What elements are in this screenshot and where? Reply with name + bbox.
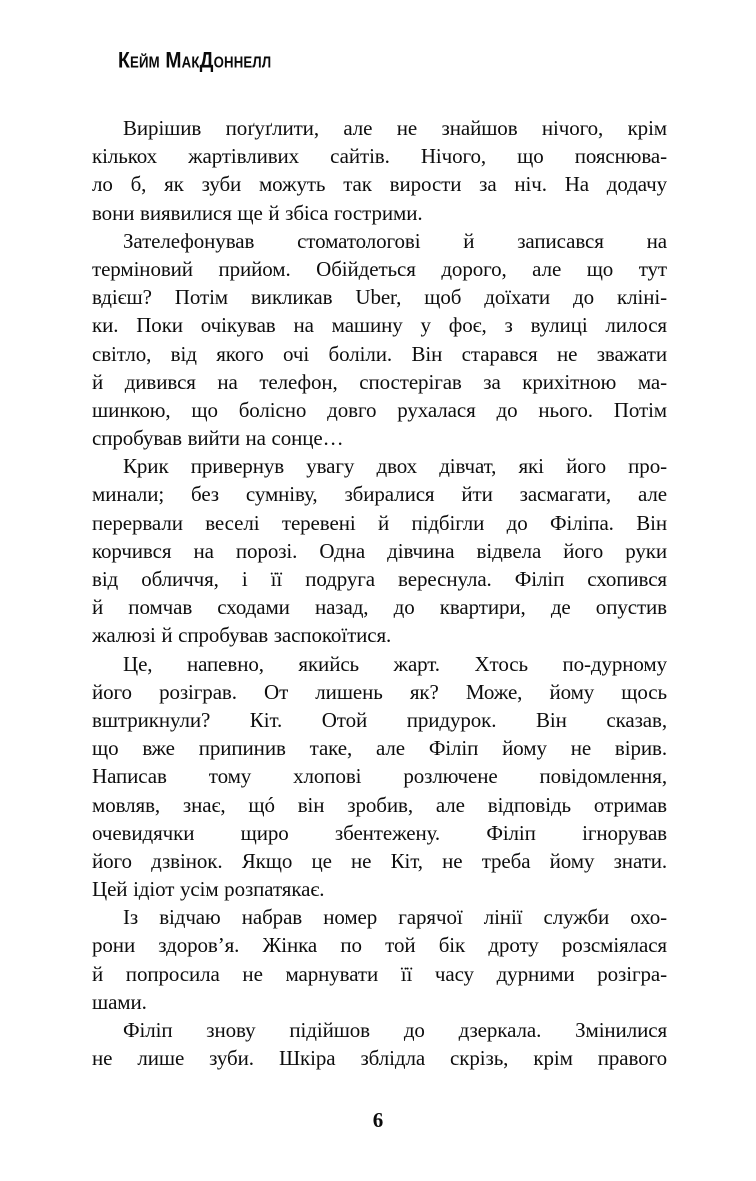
text-line: його дзвінок. Якщо це не Кіт, не треба йому знати. [92,848,667,873]
running-header-author: Кейм МакДоннелл [118,46,272,73]
text-line: перервали веселі теревені й підбігли до Філіпа. Він [92,510,667,535]
text-line: Цей ідіот усім розпатякає. [92,877,325,902]
text-line: корчився на порозі. Одна дівчина відвела його руки [92,538,667,563]
paragraph [92,650,667,904]
text-line: мовляв, знає, щó він зробив, але відповідь отримав [92,792,667,817]
text-block [92,114,667,1072]
text-line: й попросила не марнувати її часу дурними розігра- [92,961,667,986]
text-line: світло, від якого очі боліли. Він старався не зважати [92,341,667,366]
text-line: шами. [92,989,147,1014]
text-line: Це, напевно, якийсь жарт. Хтось по-дурному [123,651,667,676]
text-line: минали; без сумніву, збиралися йти засмагати, але [92,482,667,507]
text-line: Вирішив поґуґлити, але не знайшов нічого, крім [123,116,667,140]
paragraph [92,114,667,227]
paragraph [92,1016,667,1072]
text-line: Зателефонував стоматологові й записався на [123,228,667,253]
text-line: рони здоров’я. Жінка по той бік дроту розсміялася [92,933,667,958]
paragraph [92,227,667,453]
text-line: й помчав сходами назад, до квартири, де опустив [92,595,667,620]
text-line: від обличчя, і її подруга вереснула. Філіп схопився [92,567,667,591]
text-line: очевидячки щиро збентежену. Філіп ігнорував [92,820,667,845]
text-line: Філіп знову підійшов до дзеркала. Змінилися [123,1018,667,1042]
paragraph [92,452,667,649]
paragraph [92,903,667,1016]
text-line: Крик привернув увагу двох дівчат, які його про- [123,454,667,479]
text-line: спробував вийти на сонце… [92,426,344,451]
text-line: не лише зуби. Шкіра зблідла скрізь, крім правого [92,1046,667,1071]
text-line: кількох жартівливих сайтів. Нічого, що пояснюва- [92,144,667,169]
text-line: шинкою, що болісно довго рухалася до нього. Потім [92,397,667,422]
text-line: ло б, як зуби можуть так вирости за ніч. На додачу [92,172,667,197]
text-line: жалюзі й спробував заспокоїтися. [92,623,392,648]
text-line: й дивився на телефон, спостерігав за крихітною ма- [92,369,667,394]
text-line: вони виявилися ще й збіса гострими. [92,200,423,225]
text-line: його розіграв. От лишень як? Може, йому щось [92,679,667,704]
text-line: Із відчаю набрав номер гарячої лінії служби охо- [123,905,667,930]
text-line: вштрикнули? Кіт. Отой придурок. Він сказав, [92,707,667,732]
text-line: вдієш? Потім викликав Uber, щоб доїхати до кліні- [92,285,667,310]
page-number: 6 [372,1108,384,1132]
text-line: ки. Поки очікував на машину у фоє, з вулиці лилося [92,313,667,338]
text-line: Написав тому хлопові розлючене повідомлення, [92,764,667,789]
text-line: терміновий прийом. Обійдеться дорого, але що тут [92,256,667,281]
text-line: що вже припинив таке, але Філіп йому не вірив. [92,736,667,761]
